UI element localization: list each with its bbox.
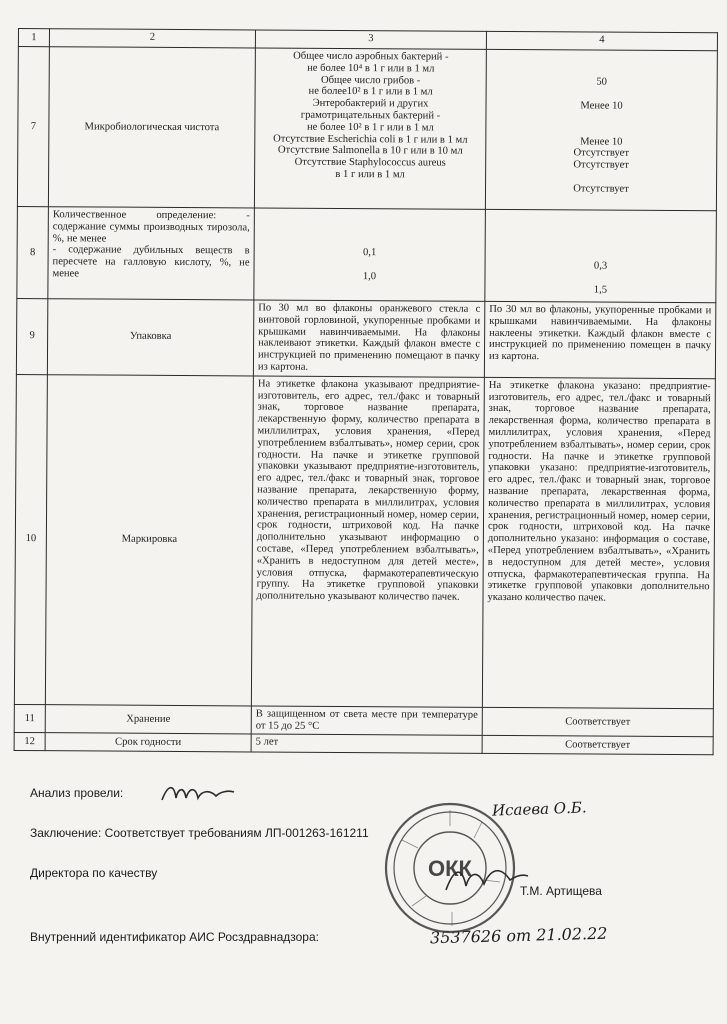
conclusion-text: Соответствует требованиям ЛП-001263-161211 <box>104 826 369 840</box>
row-result: Соответствует <box>482 736 713 755</box>
table-row-8 <box>17 206 717 302</box>
table-row-11 <box>14 704 713 737</box>
analyst-signature-icon <box>158 780 238 808</box>
conclusion-line <box>30 826 369 840</box>
header-col-4: 4 <box>486 31 717 50</box>
analysis-label: Анализ провели: <box>30 786 124 800</box>
spec-line: Энтеробактерий и других <box>312 97 429 110</box>
row-spec: 5 лет <box>251 734 482 753</box>
spec-line: Отсутствие Escherichia coli в 1 г или в 1 мл <box>273 133 468 146</box>
spec-line: не более10² в 1 г или в 1 мл <box>308 86 433 98</box>
header-col-2: 2 <box>49 29 255 48</box>
conclusion-label: Заключение: <box>30 826 102 840</box>
spec-line: Общее число грибов - <box>320 74 421 87</box>
result-line: Менее 10 <box>580 136 623 148</box>
director-label: Директора по качеству <box>30 866 158 880</box>
row-result: По 30 мл во флаконы, укупоренные пробками и крышками навинчиваемыми. На флаконы наклеены этикетки. Каждый флакон вместе с инструкцией по применению помещен в пачку из картона. <box>484 301 715 378</box>
row-spec <box>254 208 486 301</box>
table-row-10 <box>14 374 715 708</box>
table-row-9 <box>16 298 715 378</box>
director-signature-icon <box>440 860 530 900</box>
row-spec: На этикетке флакона указывают предприятие-изготовитель, его адрес, тел./факс и товарный знак, торговое название препарата, лекарственную форму, количество препарата в миллилитрах, условия хранения, «Перед употреблением взбалтывать», номер серии, срок годности. На пачке и этикетке групповой упаковки указывают предприятие-изготовитель, его адрес, тел./факс и товарный знак, торговое название препарата, лекарственную форму, количество препарата в миллилитрах, условия хранения, регистрационный номер, номер серии, срок годности, штриховой код. На пачке дополнительно указывают информацию о составе, «Перед употреблением взбалтывать», «Хранить в недоступном для детей месте», условия отпуска, фармакотерапевтическую группу. На этикетке групповой упаковки дополнительно указывают количество пачек. <box>251 376 484 707</box>
result-line: Отсутствует <box>573 147 630 160</box>
row-result: Соответствует <box>482 707 713 737</box>
analyst-name: Исаева О.Б. <box>491 798 587 820</box>
row-parameter <box>48 207 255 300</box>
row-number: 10 <box>14 374 47 704</box>
result-line: 50 <box>596 76 608 88</box>
spec-line: не более 10² в 1 г или в 1 мл <box>306 121 434 134</box>
spec-line: Отсутствие Staphylococcus aureus <box>294 156 446 169</box>
analysis-line <box>30 786 123 800</box>
table-row-12 <box>14 733 713 755</box>
result-value: 1,5 <box>593 284 608 296</box>
header-col-3: 3 <box>255 30 486 49</box>
stamp-text: ОКК <box>428 856 472 881</box>
row-spec <box>254 48 486 209</box>
result-line: Отсутствует <box>573 183 629 195</box>
specification-table <box>14 28 718 756</box>
result-line: Менее 10 <box>580 100 623 112</box>
spec-line: Общее число аэробных бактерий - <box>293 50 449 63</box>
row-number: 11 <box>14 704 45 733</box>
row-number: 7 <box>17 47 49 207</box>
spec-value: 1,0 <box>362 270 377 282</box>
parameter-part: - содержание дубильных веществ в пересчете на галловую кислоту, %, не менее <box>52 244 250 280</box>
header-col-1: 1 <box>18 29 49 47</box>
spec-value: 0,1 <box>362 247 377 259</box>
row-spec: В защищенном от света месте при температуре от 15 до 25 °С <box>251 706 482 736</box>
row-parameter: Маркировка <box>45 374 253 705</box>
result-line: Отсутствует <box>573 159 629 171</box>
row-parameter: Хранение <box>45 704 251 734</box>
row-parameter: Микробиологическая чистота <box>48 47 255 208</box>
row-result <box>485 49 717 210</box>
row-spec: По 30 мл во флаконы оранжевого стекла с винтовой горловиной, укупоренные пробками и крышками навинчиваемыми. На флаконы наклеивают этикетки. Каждый флакон вместе с инструкцией по применению помещают в пачку из картона. <box>253 300 484 377</box>
table-row-7 <box>17 47 717 211</box>
row-number: 9 <box>16 298 47 374</box>
ais-label: Внутренний идентификатор АИС Росздравнадзора: <box>30 930 319 944</box>
row-number: 12 <box>14 733 45 751</box>
parameter-part: Количественное определение: - содержание суммы производных тирозола, %, не менее <box>52 209 250 245</box>
spec-line: не более 10⁴ в 1 г или в 1 мл <box>307 62 435 75</box>
result-value: 0,3 <box>593 260 608 272</box>
spec-line: Отсутствие Salmonella в 10 г или в 10 мл <box>277 144 463 158</box>
row-result: На этикетке флакона указано: предприятие-изготовитель, его адрес, тел./факс и товарный знак, торговое название препарата, лекарственная форма, количество препарата в миллилитрах, условия хранения, «Перед употреблением взбалтывать», номер серии, срок годности. На пачке и этикетке групповой упаковки указано: предприятие-изготовитель, его адрес, тел./факс и товарный знак, торговое название препарата, лекарственная форма, количество препарата в миллилитрах, условия хранения, регистрационный номер, номер серии, срок годности, штриховой код. На пачке дополнительно указано: информация о составе, «Перед употреблением взбалтывать», «Хранить в недоступном для детей месте», условия отпуска, фармакотерапевтическая группа. На этикетке групповой упаковки дополнительно указано количество пачек. <box>482 377 715 708</box>
director-name: Т.М. Артищева <box>520 884 602 898</box>
spec-line: в 1 г или в 1 мл <box>335 168 405 181</box>
row-result <box>485 209 717 302</box>
row-number: 8 <box>17 206 49 298</box>
ais-value: 3537626 от 21.02.22 <box>429 923 608 948</box>
row-parameter: Упаковка <box>47 299 253 376</box>
spec-line: грамотрицательных бактерий - <box>300 109 441 122</box>
row-parameter: Срок годности <box>45 733 251 752</box>
